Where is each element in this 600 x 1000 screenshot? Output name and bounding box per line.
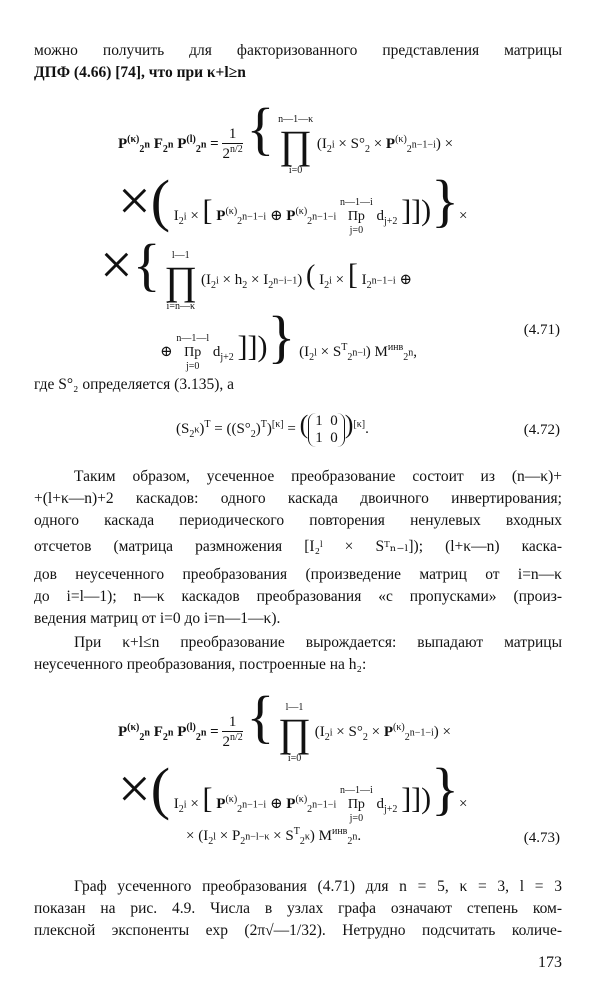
text-line: можно получить для факторизованного представления матрицы xyxy=(34,42,562,59)
equation-4-71-line-2: ×( $I_{2^i}$ × [ $P^{(\kappa)}_{2^{n-1-i}}$ ⊕ $P^{(\kappa)}_{2^{n-1-i}}$ n—1—i Пр j=0 $d_{j+2}$ ]])}× xyxy=(118,168,468,237)
equation-4-73-line-2: ×( $I_{2^i}$ × [ $P^{(\kappa)}_{2^{n-1-i}}$ ⊕ $P^{(\kappa)}_{2^{n-1-i}}$ n—1—i Пр j=0 $d_{j+2}$ ]])}× xyxy=(118,756,468,825)
text-line: плексной экспоненты exp (2π√—1/32). Нетрудно подсчитать количе- xyxy=(34,922,562,939)
text-line: неусеченного преобразования, построенные на h₂: xyxy=(34,656,367,673)
text-line: Таким образом, усеченное преобразование состоит из (n—κ)+ xyxy=(74,468,562,485)
text-line: Граф усеченного преобразования (4.71) для n = 5, κ = 3, l = 3 xyxy=(74,878,562,895)
text-line: до i=l—1); n—κ каскадов преобразования «с пропусками» (произ- xyxy=(34,588,562,605)
text-line: дов неусеченного преобразования (произведение матриц от i=n—κ xyxy=(34,566,562,583)
equation-4-71-line-3: ×{ l—1 ∏ i=n—κ $(I_{2^i} \times h_2 \times I_{2^{n-i-1}})$ ( $I_{2^i}$ × [ $I_{2^{n-1-i}}$ ⊕ xyxy=(100,232,412,312)
text-line: ведения матриц от i=0 до i=n—1—κ). xyxy=(34,610,281,627)
equation-4-73-line-3: × $(I_{2^l} \times P_{2^{n-l-\kappa}} \times S^T_{2^\kappa})$ $M^{инв}_{2^n}$. xyxy=(186,826,362,847)
text-line: отсчетов (матрица размножения [I₂ˡ × Sᵀₙ₋ₗ]); (l+κ—n) каска- xyxy=(34,538,562,555)
page-number: 173 xyxy=(538,954,562,971)
equation-4-71-line-4: ⊕ n—1—l Пр j=0 $d_{j+2}$ ]])} $(I_{2^l} \times S^T_{2^{n-l}})$ $M^{инв}_{2^n}$, xyxy=(160,304,418,373)
equation-number: (4.72) xyxy=(523,422,560,438)
text-line: одного каскада периодического повторения ненулевых входных xyxy=(34,512,562,529)
text-line: ДПФ (4.66) [74], что при κ+l≥n xyxy=(34,64,246,81)
text-line: где S°₂ определяется (3.135), а xyxy=(34,376,234,393)
text-line: показан на рис. 4.9. Числа в узлах графа означают степень ком- xyxy=(34,900,562,917)
text-line: При κ+l≤n преобразование вырождается: выпадают матрицы xyxy=(74,634,562,651)
equation-4-73-line-1: $P^{(\kappa)}_{2^n}$ $F_{2^n}$ $P^{(l)}_{2^n}$ = $\frac{1}{2^{n/2}}$ { l—1 ∏ i=0 $(I_{2^i} \times S^\circ_2 \times P^{(\kappa)}_{2^{n-1-i}})$ × xyxy=(118,684,451,764)
equation-number: (4.71) xyxy=(523,322,560,338)
equation-4-72: $(S_{2^\kappa})^T = ((S^\circ_2)^T)[\kappa]$ = ( 1 0 1 0 )[κ]. xyxy=(176,410,369,446)
text-line: +(l+κ—n)+2 каскадов: одного каскада двоичного инвертирования; xyxy=(34,490,562,507)
equation-number: (4.73) xyxy=(523,830,560,846)
equation-4-71-line-1: $P^{(\kappa)}_{2^n}$ $F_{2^n}$ $P^{(l)}_{2^n}$ = $\frac{1}{2^{n/2}}$ { n—1—κ ∏ i=0 $(I_{2^i} \times S^\circ_2 \times P^{(\kappa)}_{2^{n-1-i}})$ × xyxy=(118,96,454,176)
